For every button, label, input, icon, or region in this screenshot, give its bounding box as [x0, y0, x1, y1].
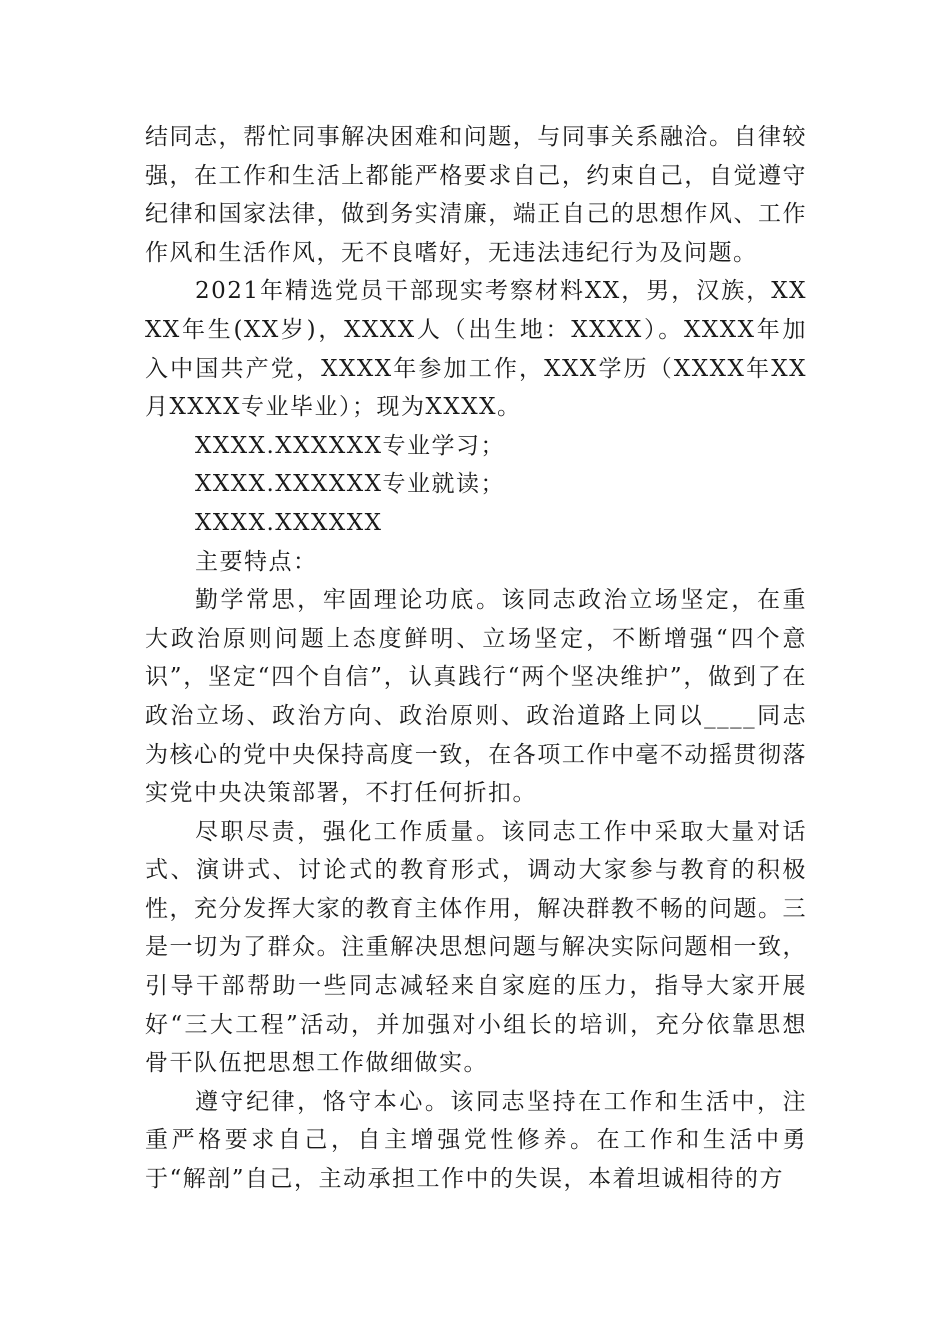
section-heading-main-features: 主要特点： [195, 548, 318, 575]
paragraph-discipline: 遵守纪律，恪守本心。该同志坚持在工作和生活中，注重严格要求自己，自主增强党性修养。在工作和生活中勇于“解剖”自己，主动承担工作中的失误，本着坦诚相待的方 [145, 1088, 807, 1193]
resume-line-study: XXXX.XXXXXX专业学习； [195, 432, 506, 459]
paragraph-profile: 2021年精选党员干部现实考察材料XX，男，汉族，XXXX年生(XX岁)，XXXX人（出生地：XXXX）。XXXX年加入中国共产党，XXXX年参加工作，XXX学历（XXXX年XX月XXXX专业毕业）；现为XXXX。 [145, 278, 807, 421]
paragraph-study-theory: 勤学常思，牢固理论功底。该同志政治立场坚定，在重大政治原则问题上态度鲜明、立场坚定，不断增强“四个意识”，坚定“四个自信”，认真践行“两个坚决维护”，做到了在政治立场、政治方向、政治原则、政治道路上同以____同志为核心的党中央保持高度一致，在各项工作中毫不动摇贯彻落实党中央决策部署，不打任何折扣。 [145, 587, 807, 807]
resume-line-current: XXXX.XXXXXX [195, 509, 383, 536]
resume-line-enrolled: XXXX.XXXXXX专业就读； [195, 471, 506, 498]
paragraph-work-quality: 尽职尽责，强化工作质量。该同志工作中采取大量对话式、演讲式、讨论式的教育形式，调动大家参与教育的积极性，充分发挥大家的教育主体作用，解决群教不畅的问题。三是一切为了群众。注重解决思想问题与解决实际问题相一致，引导干部帮助一些同志减轻来自家庭的压力，指导大家开展好“三大工程”活动，并加强对小组长的培训，充分依靠思想骨干队伍把思想工作做细做实。 [145, 818, 807, 1077]
paragraph-continuation: 结同志，帮忙同事解决困难和问题，与同事关系融洽。自律较强，在工作和生活上都能严格要求自己，约束自己，自觉遵守纪律和国家法律，做到务实清廉，端正自己的思想作风、工作作风和生活作风，无不良嗜好，无违法违纪行为及问题。 [145, 124, 807, 266]
document-body [145, 118, 807, 1199]
